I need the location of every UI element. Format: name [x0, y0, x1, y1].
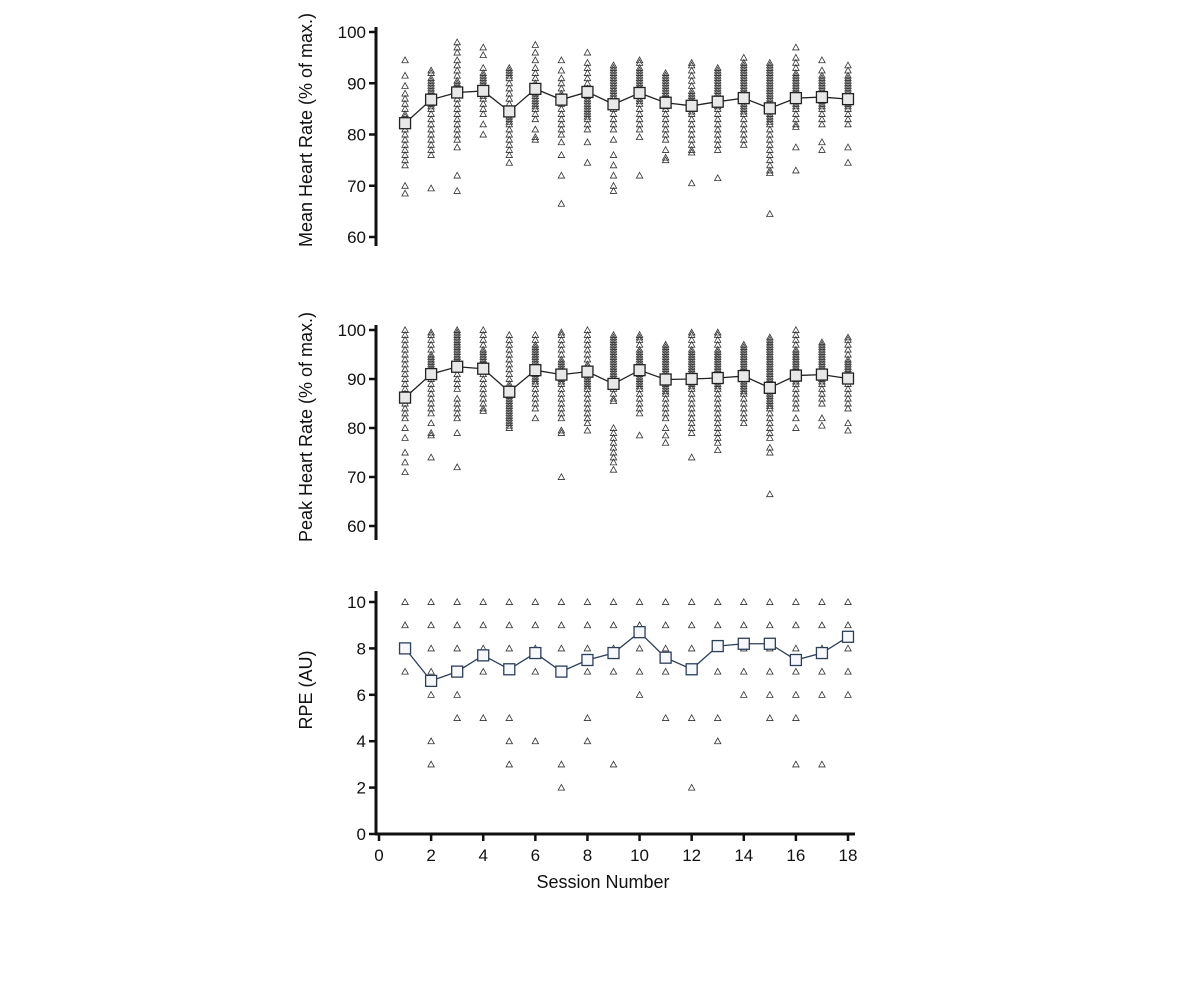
individual-point	[480, 599, 486, 605]
individual-point	[532, 57, 538, 63]
individual-point	[610, 152, 616, 158]
individual-point	[845, 622, 851, 628]
individual-point	[793, 692, 799, 698]
mean-point	[426, 94, 437, 105]
mean-point	[608, 378, 619, 389]
individual-point	[402, 83, 408, 89]
individual-point	[610, 466, 616, 472]
individual-point	[688, 622, 694, 628]
individual-point	[532, 415, 538, 421]
mean-point	[400, 643, 411, 654]
individual-point	[558, 139, 564, 145]
individual-point	[584, 139, 590, 145]
mean-point	[738, 93, 749, 104]
x-tick-label: 6	[530, 846, 541, 865]
individual-point	[688, 180, 694, 186]
individual-point	[428, 761, 434, 767]
individual-point	[454, 645, 460, 651]
individual-point	[428, 668, 434, 674]
mean-point	[426, 369, 437, 380]
individual-point	[402, 183, 408, 189]
mean-point	[790, 370, 801, 381]
individual-point	[793, 415, 799, 421]
y-tick-label: 4	[356, 732, 366, 752]
mean-point	[504, 664, 515, 675]
individual-point	[532, 599, 538, 605]
individual-point	[584, 738, 590, 744]
individual-point	[715, 622, 721, 628]
x-tick-label: 14	[734, 846, 754, 865]
mean-point	[712, 96, 723, 107]
individual-point	[532, 126, 538, 132]
mean-point	[712, 641, 723, 652]
individual-point	[793, 599, 799, 605]
y-tick-label: 60	[347, 228, 366, 247]
individual-point	[558, 172, 564, 178]
individual-point	[767, 491, 773, 497]
mean-point	[816, 92, 827, 103]
individual-point	[428, 454, 434, 460]
mean-point	[634, 627, 645, 638]
x-tick-label: 16	[786, 846, 806, 865]
individual-point	[532, 622, 538, 628]
individual-point	[558, 67, 564, 73]
individual-point	[610, 162, 616, 168]
mean-point	[400, 392, 411, 403]
individual-point	[506, 645, 512, 651]
individual-point	[662, 599, 668, 605]
individual-point	[584, 599, 590, 605]
individual-point	[610, 622, 616, 628]
individual-point	[506, 599, 512, 605]
mean-point	[764, 638, 775, 649]
rpe-panel	[296, 591, 857, 865]
individual-point	[688, 599, 694, 605]
individual-point	[428, 738, 434, 744]
individual-point	[767, 715, 773, 721]
individual-point	[402, 469, 408, 475]
mean-point	[843, 631, 854, 642]
individual-point	[506, 761, 512, 767]
individual-point	[428, 599, 434, 605]
mean-point	[634, 365, 645, 376]
individual-point	[428, 692, 434, 698]
individual-point	[819, 622, 825, 628]
mean-point	[608, 648, 619, 659]
individual-point	[845, 692, 851, 698]
individual-point	[402, 668, 408, 674]
individual-point	[845, 645, 851, 651]
mean-point	[452, 666, 463, 677]
individual-point	[793, 645, 799, 651]
individual-point	[845, 159, 851, 165]
individual-point	[845, 420, 851, 426]
mean-point	[634, 87, 645, 98]
individual-point	[402, 599, 408, 605]
x-tick-label: 4	[478, 846, 488, 865]
mean-point	[738, 371, 749, 382]
individual-point	[793, 622, 799, 628]
mean-point	[660, 374, 671, 385]
individual-point	[741, 692, 747, 698]
individual-point	[715, 175, 721, 181]
individual-point	[845, 144, 851, 150]
individual-point	[558, 645, 564, 651]
individual-point	[819, 147, 825, 153]
x-axis-title: Session Number	[536, 872, 670, 892]
individual-point	[558, 200, 564, 206]
individual-point	[662, 622, 668, 628]
mean-point	[660, 652, 671, 663]
individual-point	[688, 715, 694, 721]
individual-point	[767, 692, 773, 698]
individual-point	[402, 435, 408, 441]
mean-point	[504, 106, 515, 117]
mean-point	[504, 386, 515, 397]
mean-point	[582, 366, 593, 377]
y-tick-label: 100	[337, 321, 366, 340]
mean-point	[452, 87, 463, 98]
individual-point	[558, 152, 564, 158]
individual-point	[741, 622, 747, 628]
individual-point	[767, 599, 773, 605]
individual-point	[793, 167, 799, 173]
mean-point	[556, 94, 567, 105]
individual-point	[636, 668, 642, 674]
individual-point	[819, 692, 825, 698]
mean-point	[738, 638, 749, 649]
individual-point	[662, 715, 668, 721]
y-axis-title: Mean Heart Rate (% of max.)	[296, 12, 316, 248]
y-tick-label: 10	[347, 593, 366, 612]
individual-point	[662, 432, 668, 438]
individual-point	[454, 599, 460, 605]
individual-point	[506, 622, 512, 628]
individual-point	[584, 622, 590, 628]
individual-point	[480, 121, 486, 127]
individual-point	[715, 599, 721, 605]
individual-point	[662, 440, 668, 446]
y-tick-label: 70	[347, 468, 366, 487]
individual-point	[532, 738, 538, 744]
individual-point	[480, 668, 486, 674]
mean-line	[405, 367, 848, 398]
y-tick-label: 90	[347, 370, 366, 389]
mean-point	[660, 97, 671, 108]
individual-point	[715, 668, 721, 674]
individual-point	[480, 622, 486, 628]
individual-point	[715, 738, 721, 744]
individual-point	[688, 454, 694, 460]
mean-point	[843, 94, 854, 105]
individual-point	[793, 761, 799, 767]
y-tick-label: 100	[337, 23, 366, 42]
y-tick-label: 90	[347, 74, 366, 94]
individual-point	[819, 668, 825, 674]
individual-point	[558, 761, 564, 767]
individual-point	[610, 761, 616, 767]
y-tick-label: 8	[356, 639, 366, 659]
individual-point	[480, 715, 486, 721]
individual-point	[558, 784, 564, 790]
individual-point	[688, 645, 694, 651]
individual-point	[662, 668, 668, 674]
individual-point	[454, 430, 460, 436]
individual-point	[793, 715, 799, 721]
individual-point	[480, 52, 486, 58]
mean-point	[686, 374, 697, 385]
individual-point	[662, 645, 668, 651]
individual-point	[558, 57, 564, 63]
mean-point	[530, 648, 541, 659]
y-tick-label: 60	[347, 517, 366, 536]
x-tick-label: 2	[426, 846, 436, 865]
individual-point	[584, 49, 590, 55]
individual-point	[793, 144, 799, 150]
mean-point	[582, 86, 593, 97]
mean-point	[686, 100, 697, 111]
individual-point	[845, 668, 851, 674]
individual-point	[506, 715, 512, 721]
individual-point	[532, 49, 538, 55]
y-tick-label: 0	[356, 825, 366, 844]
individual-point	[558, 622, 564, 628]
mean-point	[686, 664, 697, 675]
x-tick-label: 18	[838, 846, 858, 865]
x-tick-label: 8	[582, 846, 593, 865]
mean-point	[816, 648, 827, 659]
individual-point	[454, 692, 460, 698]
peak-heart-rate-panel	[296, 312, 854, 542]
individual-point	[741, 599, 747, 605]
individual-point	[715, 447, 721, 453]
individual-point	[454, 144, 460, 150]
individual-point	[584, 159, 590, 165]
individual-point	[584, 668, 590, 674]
mean-point	[764, 382, 775, 393]
mean-point	[478, 85, 489, 96]
individual-point	[428, 420, 434, 426]
individual-point	[793, 668, 799, 674]
mean-point	[400, 118, 411, 129]
mean-point	[556, 369, 567, 380]
mean-heart-rate-panel	[296, 13, 854, 247]
mean-point	[790, 93, 801, 104]
individual-point	[454, 188, 460, 194]
individual-point	[610, 136, 616, 142]
mean-point	[452, 361, 463, 372]
individual-point	[767, 622, 773, 628]
individual-point	[532, 668, 538, 674]
individual-point	[584, 645, 590, 651]
individual-point	[610, 668, 616, 674]
individual-point	[636, 172, 642, 178]
individual-point	[636, 599, 642, 605]
individual-point	[532, 42, 538, 48]
individual-point	[402, 459, 408, 465]
individual-point	[454, 622, 460, 628]
individual-point	[819, 422, 825, 428]
individual-point	[558, 474, 564, 480]
mean-line	[405, 632, 848, 681]
y-axis-title: Peak Heart Rate (% of max.)	[296, 311, 316, 543]
individual-point	[819, 57, 825, 63]
mean-point	[556, 666, 567, 677]
individual-point	[636, 432, 642, 438]
y-tick-label: 70	[347, 176, 366, 196]
x-tick-label: 12	[682, 846, 702, 865]
individual-point	[662, 147, 668, 153]
individual-point	[428, 622, 434, 628]
mean-line	[405, 89, 848, 123]
individual-point	[688, 784, 694, 790]
x-tick-label: 10	[630, 846, 650, 865]
individual-point	[402, 72, 408, 78]
individual-point	[454, 464, 460, 470]
mean-point	[478, 363, 489, 374]
y-tick-label: 80	[347, 419, 366, 438]
mean-point	[530, 365, 541, 376]
individual-point	[819, 599, 825, 605]
individual-point	[845, 599, 851, 605]
individual-point	[428, 645, 434, 651]
x-tick-label: 0	[374, 846, 384, 865]
individual-point	[558, 599, 564, 605]
individual-point	[454, 715, 460, 721]
mean-point	[712, 373, 723, 384]
mean-point	[478, 650, 489, 661]
individual-point	[480, 44, 486, 50]
individual-point	[793, 44, 799, 50]
individual-point	[610, 599, 616, 605]
individual-point	[845, 427, 851, 433]
individual-point	[584, 715, 590, 721]
individual-point	[819, 139, 825, 145]
mean-point	[764, 103, 775, 114]
mean-point	[582, 655, 593, 666]
individual-point	[636, 134, 642, 140]
mean-point	[816, 369, 827, 380]
individual-point	[584, 427, 590, 433]
individual-point	[402, 190, 408, 196]
individual-point	[480, 131, 486, 137]
individual-point	[741, 668, 747, 674]
individual-point	[662, 425, 668, 431]
y-tick-label: 80	[347, 125, 366, 145]
individual-point	[636, 645, 642, 651]
y-tick-label: 6	[356, 685, 366, 705]
individual-point	[506, 738, 512, 744]
individual-point	[506, 159, 512, 165]
individual-point	[402, 57, 408, 63]
individual-point	[610, 172, 616, 178]
individual-point	[767, 211, 773, 217]
individual-point	[715, 715, 721, 721]
individual-point	[402, 622, 408, 628]
mean-point	[608, 99, 619, 110]
individual-point	[636, 692, 642, 698]
y-axis-title: RPE (AU)	[296, 650, 316, 730]
individual-point	[428, 185, 434, 191]
individual-point	[454, 172, 460, 178]
y-tick-label: 2	[356, 778, 366, 798]
mean-point	[530, 83, 541, 94]
individual-point	[402, 425, 408, 431]
mean-point	[426, 675, 437, 686]
mean-point	[843, 373, 854, 384]
individual-point	[767, 668, 773, 674]
individual-point	[819, 415, 825, 421]
mean-point	[790, 655, 801, 666]
individual-point	[819, 761, 825, 767]
individual-point	[793, 425, 799, 431]
individual-point	[402, 449, 408, 455]
